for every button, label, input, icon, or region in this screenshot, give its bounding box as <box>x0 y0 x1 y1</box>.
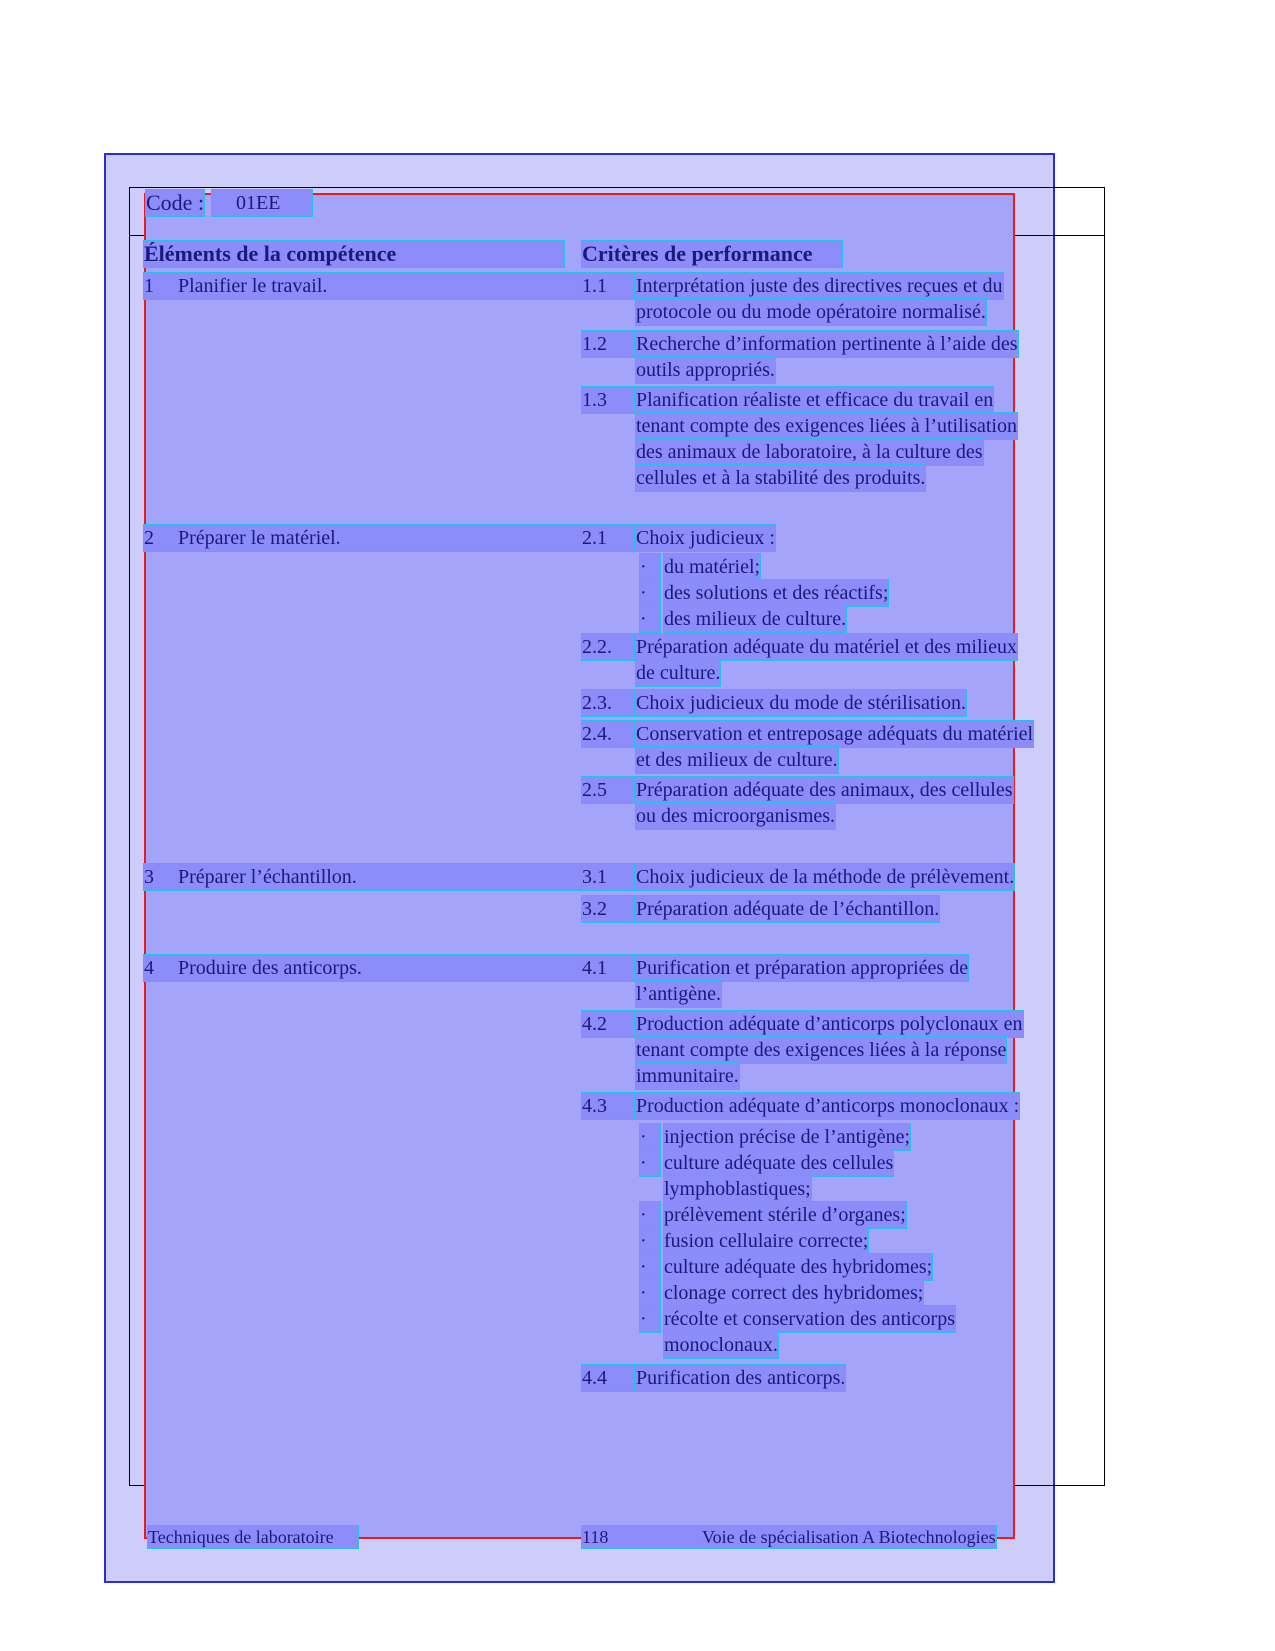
criterion-text: Préparation adéquate du matériel et des milieux <box>636 636 1017 658</box>
criterion-number: 2.1 <box>582 525 634 551</box>
element-label: Produire des anticorps. <box>178 957 362 979</box>
criterion-text: Choix judicieux du mode de stérilisation. <box>636 692 966 714</box>
criterion-number: 4.1 <box>582 955 634 981</box>
criterion-text: Planification réaliste et efficace du travail en <box>636 389 994 411</box>
bullet-marker: · <box>640 1254 660 1280</box>
elements-header: Éléments de la compétence <box>144 241 564 267</box>
criterion-text: des animaux de laboratoire, à la culture des <box>636 441 983 463</box>
bullet-marker: · <box>640 1228 660 1254</box>
bullet-item: injection précise de l’antigène; <box>664 1126 911 1148</box>
element-item <box>144 955 584 981</box>
criterion-text: tenant compte des exigences liées à la réponse <box>636 1039 1007 1061</box>
element-number: 2 <box>144 527 154 549</box>
criterion-text: immunitaire. <box>636 1065 739 1087</box>
criterion-text: Purification des anticorps. <box>636 1367 846 1389</box>
element-item <box>144 525 584 551</box>
criterion-text: Choix judicieux de la méthode de prélèvement. <box>636 866 1015 888</box>
bullet-item: des solutions et des réactifs; <box>664 582 889 604</box>
element-number: 4 <box>144 957 154 979</box>
bullet-item: monoclonaux. <box>664 1334 778 1356</box>
element-number: 1 <box>144 275 154 297</box>
footer-page-number: 118 <box>582 1526 702 1548</box>
criteria-header: Critères de performance <box>582 241 842 267</box>
bullet-marker: · <box>640 1150 660 1176</box>
criterion-text: protocole ou du mode opératoire normalisé. <box>636 301 986 323</box>
bullet-marker: · <box>640 1124 660 1150</box>
bullet-marker: · <box>640 1280 660 1306</box>
criterion-number: 3.1 <box>582 864 634 890</box>
criterion-text: Recherche d’information pertinente à l’aide des <box>636 333 1018 355</box>
criterion-text: Préparation adéquate des animaux, des cellules <box>636 779 1013 801</box>
criterion-text: Préparation adéquate de l’échantillon. <box>636 898 940 920</box>
criterion-text: l’antigène. <box>636 983 721 1005</box>
criterion-number: 1.2 <box>582 331 634 357</box>
bullet-item: lymphoblastiques; <box>664 1178 811 1200</box>
element-label: Préparer l’échantillon. <box>178 866 357 888</box>
bullet-item: clonage correct des hybridomes; <box>664 1282 924 1304</box>
bullet-item: culture adéquate des cellules <box>664 1152 894 1174</box>
element-label: Planifier le travail. <box>178 275 328 297</box>
bullet-item: prélèvement stérile d’organes; <box>664 1204 906 1226</box>
bullet-item: fusion cellulaire correcte; <box>664 1230 869 1252</box>
criterion-text: tenant compte des exigences liées à l’utilisation <box>636 415 1017 437</box>
code-value: 01EE <box>212 190 312 216</box>
footer-program: Techniques de laboratoire <box>148 1526 358 1548</box>
code-label: Code : <box>146 190 205 215</box>
bullet-item: récolte et conservation des anticorps <box>664 1308 955 1330</box>
criterion-number: 1.3 <box>582 387 634 413</box>
bullet-marker: · <box>640 606 660 632</box>
criterion-text: Purification et préparation appropriées de <box>636 957 969 979</box>
criterion-text: Interprétation juste des directives reçues et du <box>636 275 1003 297</box>
footer-specialization: Voie de spécialisation A Biotechnologies <box>702 1527 996 1547</box>
criterion-text: Production adéquate d’anticorps polyclonaux en <box>636 1013 1023 1035</box>
bullet-item: du matériel; <box>664 556 761 578</box>
element-number: 3 <box>144 866 154 888</box>
criterion-text: Conservation et entreposage adéquats du matériel <box>636 723 1034 745</box>
bullet-marker: · <box>640 1306 660 1332</box>
criterion-number: 4.2 <box>582 1011 634 1037</box>
criterion-text: ou des microorganismes. <box>636 805 836 827</box>
bullet-item: culture adéquate des hybridomes; <box>664 1256 933 1278</box>
criterion-number: 2.4. <box>582 721 634 747</box>
criterion-number: 4.3 <box>582 1093 634 1119</box>
criterion-number: 2.3. <box>582 690 634 716</box>
element-item <box>144 273 584 299</box>
criterion-number: 4.4 <box>582 1365 634 1391</box>
criterion-text: outils appropriés. <box>636 359 775 381</box>
criterion-number: 2.2. <box>582 634 634 660</box>
criterion-number: 2.5 <box>582 777 634 803</box>
element-item <box>144 864 584 890</box>
criterion-number: 3.2 <box>582 896 634 922</box>
criterion-text: et des milieux de culture. <box>636 749 838 771</box>
criterion-text: Production adéquate d’anticorps monoclonaux : <box>636 1095 1020 1117</box>
criterion-text: de culture. <box>636 662 721 684</box>
bullet-marker: · <box>640 580 660 606</box>
bullet-marker: · <box>640 1202 660 1228</box>
criterion-text: cellules et à la stabilité des produits. <box>636 467 926 489</box>
bullet-item: des milieux de culture. <box>664 608 847 630</box>
bullet-marker: · <box>640 554 660 580</box>
criterion-number: 1.1 <box>582 273 634 299</box>
element-label: Préparer le matériel. <box>178 527 341 549</box>
criterion-text: Choix judicieux : <box>636 527 775 549</box>
